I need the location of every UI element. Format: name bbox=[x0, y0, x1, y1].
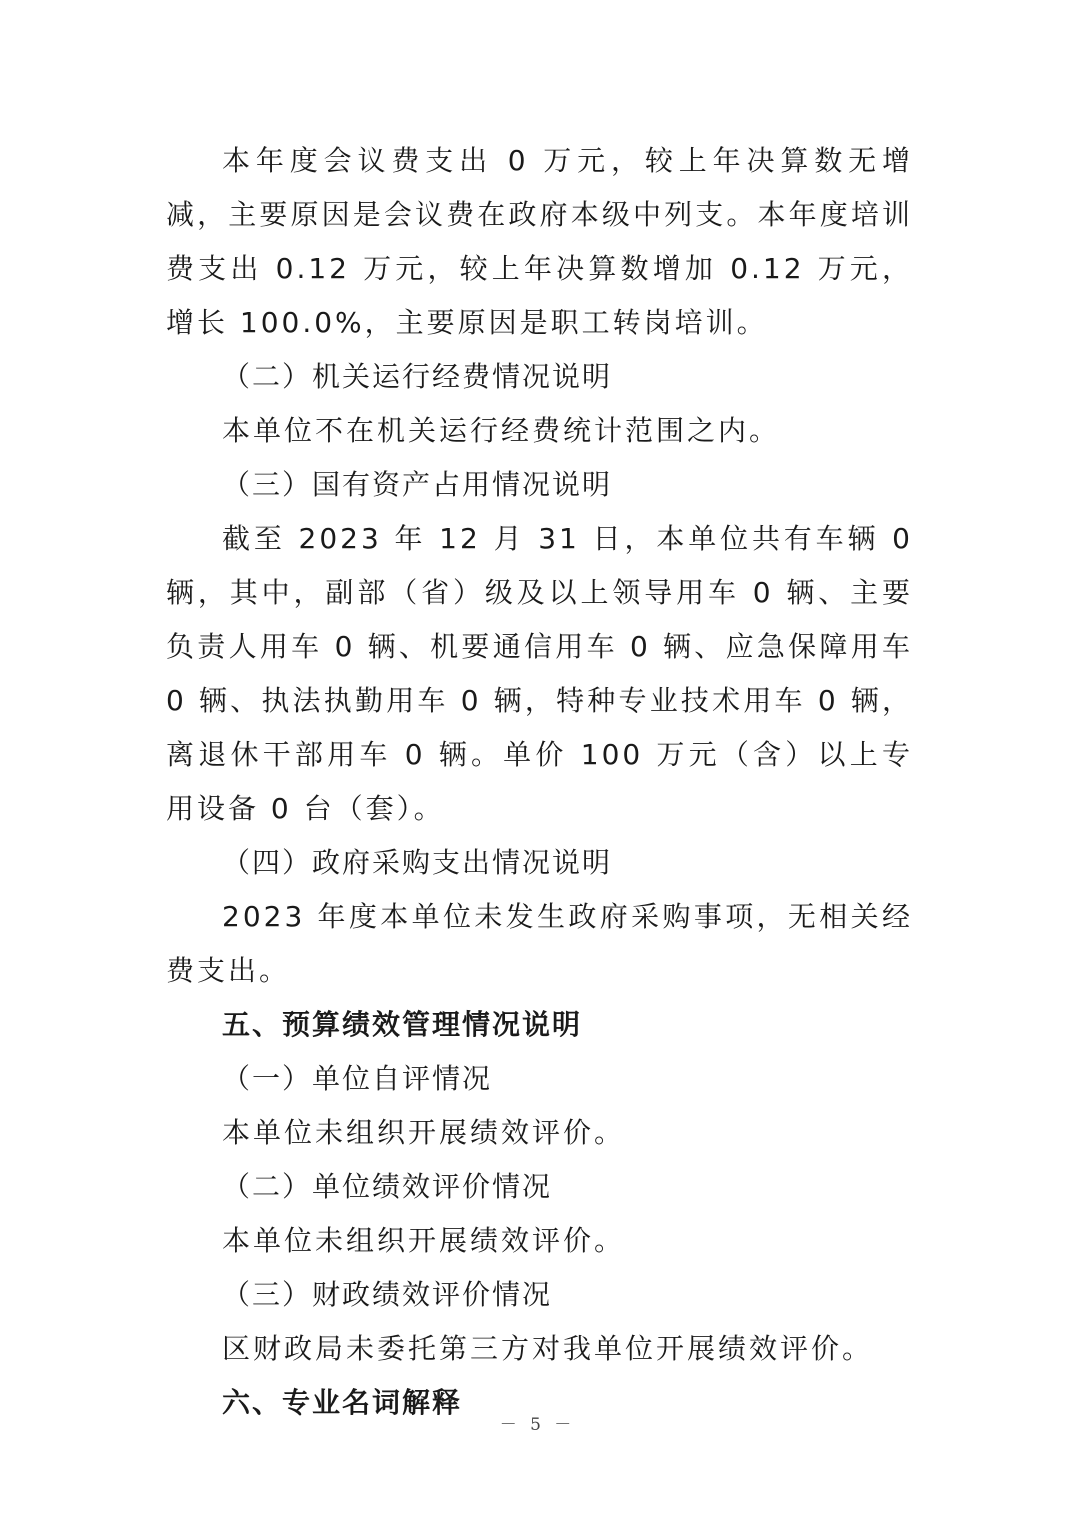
subheading-government-procurement: （四）政府采购支出情况说明 bbox=[222, 846, 613, 879]
subheading-state-assets: （三）国有资产占用情况说明 bbox=[222, 468, 613, 501]
paragraph-self-evaluation: 本单位未组织开展绩效评价。 bbox=[222, 1116, 626, 1149]
paragraph-unit-performance-evaluation: 本单位未组织开展绩效评价。 bbox=[222, 1224, 626, 1257]
paragraph-meeting-training-fees: 本年度会议费支出 0 万元，较上年决算数无增减，主要原因是会议费在政府本级中列支。本年度培训费支出 0.12 万元，较上年决算数增加 0.12 万元，增长 100.0%，主要原因是职工转岗培训。 bbox=[166, 144, 913, 339]
subheading-agency-operating-expenses: （二）机关运行经费情况说明 bbox=[222, 360, 613, 393]
document-body bbox=[166, 134, 913, 1430]
paragraph-agency-operating-expenses: 本单位不在机关运行经费统计范围之内。 bbox=[222, 414, 781, 447]
paragraph-government-procurement: 2023 年度本单位未发生政府采购事项，无相关经费支出。 bbox=[166, 900, 913, 987]
heading-performance-management: 五、预算绩效管理情况说明 bbox=[222, 1008, 583, 1041]
subheading-unit-performance-evaluation: （二）单位绩效评价情况 bbox=[222, 1170, 553, 1203]
page-number: － 5 － bbox=[499, 1415, 576, 1435]
subheading-self-evaluation: （一）单位自评情况 bbox=[222, 1062, 493, 1095]
paragraph-fiscal-performance-evaluation: 区财政局未委托第三方对我单位开展绩效评价。 bbox=[222, 1332, 874, 1365]
heading-terminology: 六、专业名词解释 bbox=[222, 1386, 463, 1419]
subheading-fiscal-performance-evaluation: （三）财政绩效评价情况 bbox=[222, 1278, 553, 1311]
paragraph-state-assets: 截至 2023 年 12 月 31 日，本单位共有车辆 0 辆，其中，副部（省）级及以上领导用车 0 辆、主要负责人用车 0 辆、机要通信用车 0 辆、应急保障用车 0 辆、执法执勤用车 0 辆，特种专业技术用车 0 辆，离退休干部用车 0 辆。单价 100 万元（含）以上专用设备 0 台（套）。 bbox=[166, 522, 913, 825]
